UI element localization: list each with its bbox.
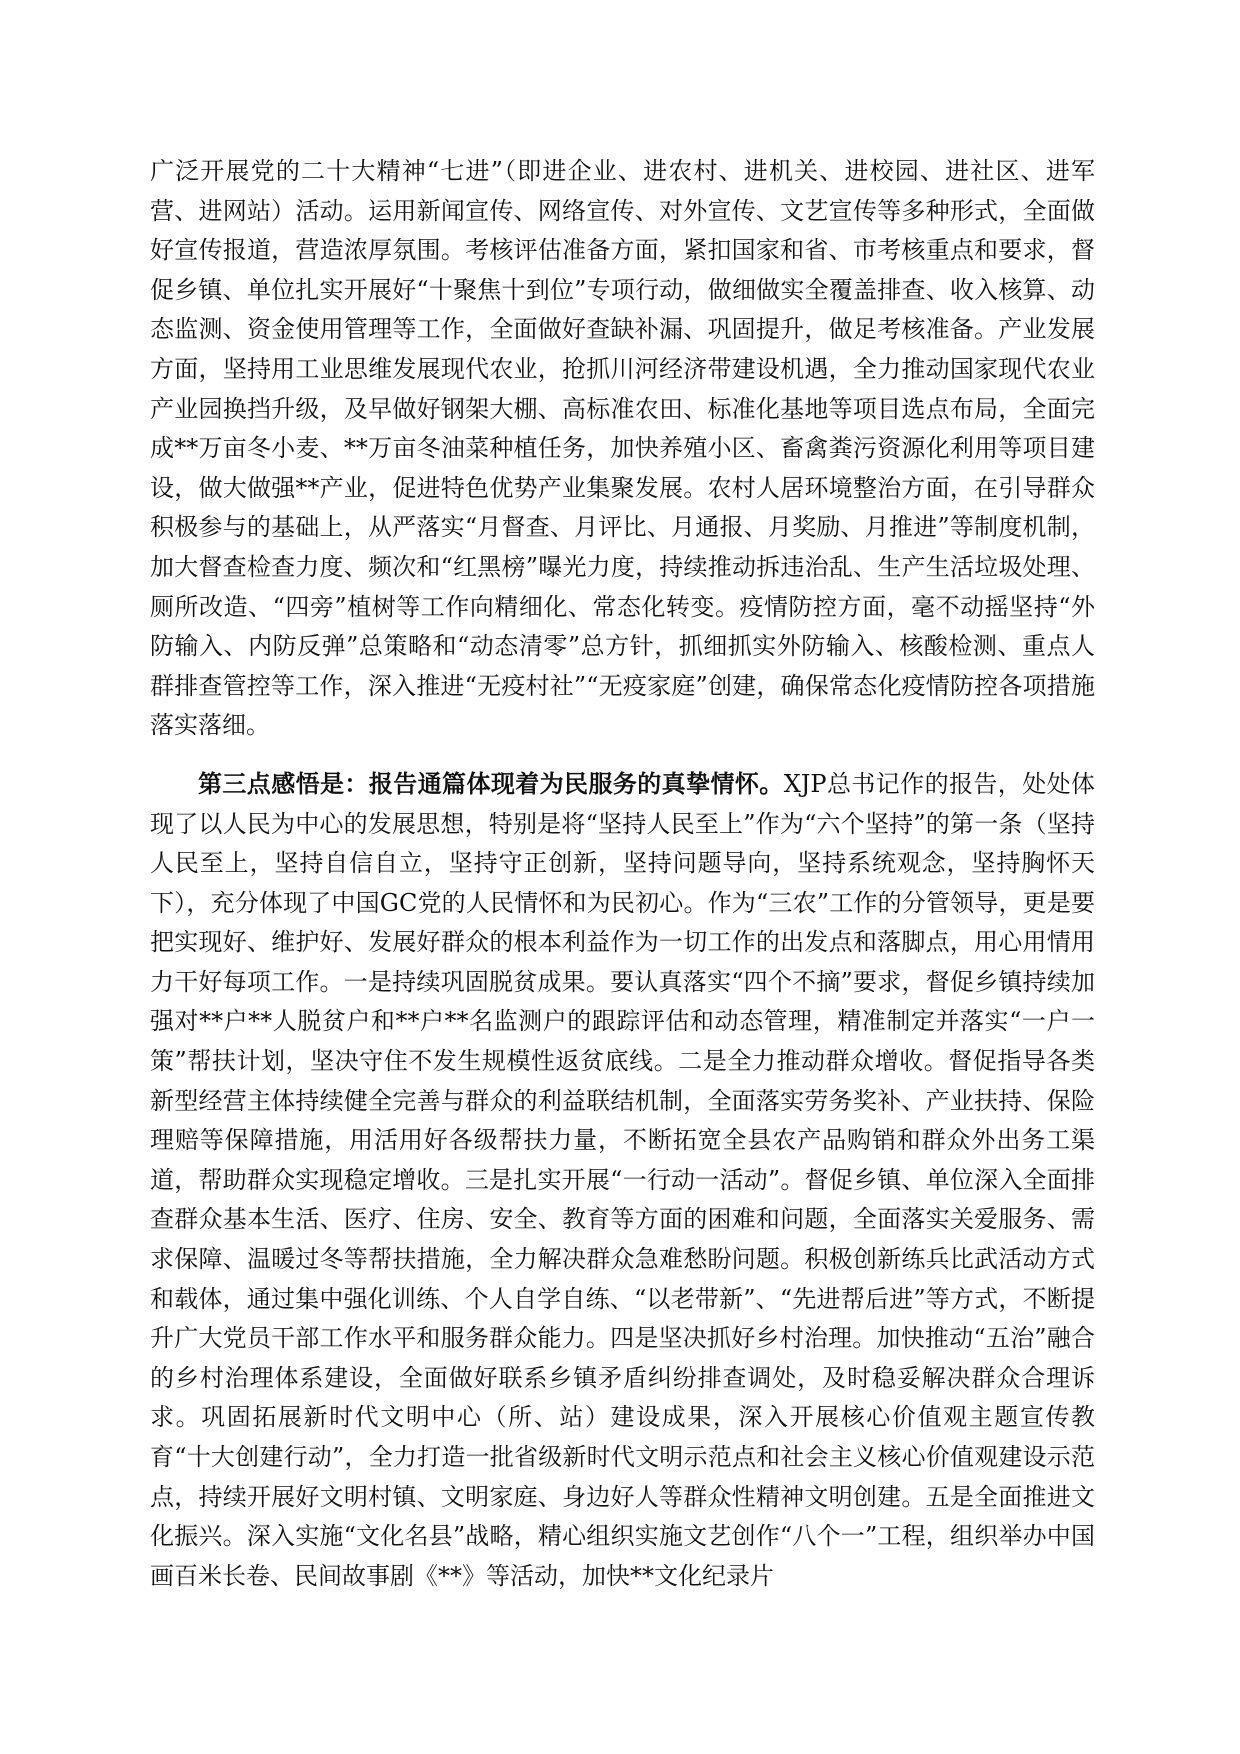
- document-page: [150, 152, 1095, 1596]
- body-paragraph-2: [150, 764, 1095, 1596]
- paragraph-1-text: 广泛开展党的二十大精神“七进”（即进企业、进农村、进机关、进校园、进社区、进军营、进网站）活动。运用新闻宣传、网络宣传、对外宣传、文艺宣传等多种形式，全面做好宣传报道，营造浓厚氛围。考核评估准备方面，紧扣国家和省、市考核重点和要求，督促乡镇、单位扎实开展好“十聚焦十到位”专项行动，做细做实全覆盖排查、收入核算、动态监测、资金使用管理等工作，全面做好查缺补漏、巩固提升，做足考核准备。产业发展方面，坚持用工业思维发展现代农业，抢抓川河经济带建设机遇，全力推动国家现代农业产业园换挡升级，及早做好钢架大棚、高标准农田、标准化基地等项目选点布局，全面完成**万亩冬小麦、**万亩冬油菜种植任务，加快养殖小区、畜禽粪污资源化利用等项目建设，做大做强**产业，促进特色优势产业集聚发展。农村人居环境整治方面，在引导群众积极参与的基础上，从严落实“月督查、月评比、月通报、月奖励、月推进”等制度机制，加大督查检查力度、频次和“红黑榜”曝光力度，持续推动拆违治乱、生产生活垃圾处理、厕所改造、“四旁”植树等工作向精细化、常态化转变。疫情防控方面，毫不动摇坚持“外防输入、内防反弹”总策略和“动态清零”总方针，抓细抓实外防输入、核酸检测、重点人群排查管控等工作，深入推进“无疫村社”“无疫家庭”创建，确保常态化疫情防控各项措施落实落细。: [150, 157, 1095, 740]
- paragraph-2-text: XJP总书记作的报告，处处体现了以人民为中心的发展思想，特别是将“坚持人民至上”作为“六个坚持”的第一条（坚持人民至上，坚持自信自立，坚持守正创新，坚持问题导向，坚持系统观念，坚持胸怀天下），充分体现了中国GC党的人民情怀和为民初心。作为“三农”工作的分管领导，更是要把实现好、维护好、发展好群众的根本利益作为一切工作的出发点和落脚点，用心用情用力干好每项工作。一是持续巩固脱贫成果。要认真落实“四个不摘”要求，督促乡镇持续加强对**户**人脱贫户和**户**名监测户的跟踪评估和动态管理，精准制定并落实“一户一策”帮扶计划，坚决守住不发生规模性返贫底线。二是全力推动群众增收。督促指导各类新型经营主体持续健全完善与群众的利益联结机制，全面落实劳务奖补、产业扶持、保险理赔等保障措施，用活用好各级帮扶力量，不断拓宽全县农产品购销和群众外出务工渠道，帮助群众实现稳定增收。三是扎实开展“一行动一活动”。督促乡镇、单位深入全面排查群众基本生活、医疗、住房、安全、教育等方面的困难和问题，全面落实关爱服务、需求保障、温暖过冬等帮扶措施，全力解决群众急难愁盼问题。积极创新练兵比武活动方式和载体，通过集中强化训练、个人自学自练、“以老带新”、“先进帮后进”等方式，不断提升广大党员干部工作水平和服务群众能力。四是坚决抓好乡村治理。加快推动“五治”融合的乡村治理体系建设，全面做好联系乡镇矛盾纠纷排查调处，及时稳妥解决群众合理诉求。巩固拓展新时代文明中心（所、站）建设成果，深入开展核心价值观主题宣传教育“十大创建行动”，全力打造一批省级新时代文明示范点和社会主义核心价值观建设示范点，持续开展好文明村镇、文明家庭、身边好人等群众性精神文明创建。五是全面推进文化振兴。深入实施“文化名县”战略，精心组织实施文艺创作“八个一”工程，组织举办中国画百米长卷、民间故事剧《**》等活动，加快**文化纪录片: [150, 769, 1096, 1590]
- paragraph-2-lead: 第三点感悟是：报告通篇体现着为民服务的真挚情怀。: [198, 768, 784, 798]
- body-paragraph-1: [150, 152, 1095, 746]
